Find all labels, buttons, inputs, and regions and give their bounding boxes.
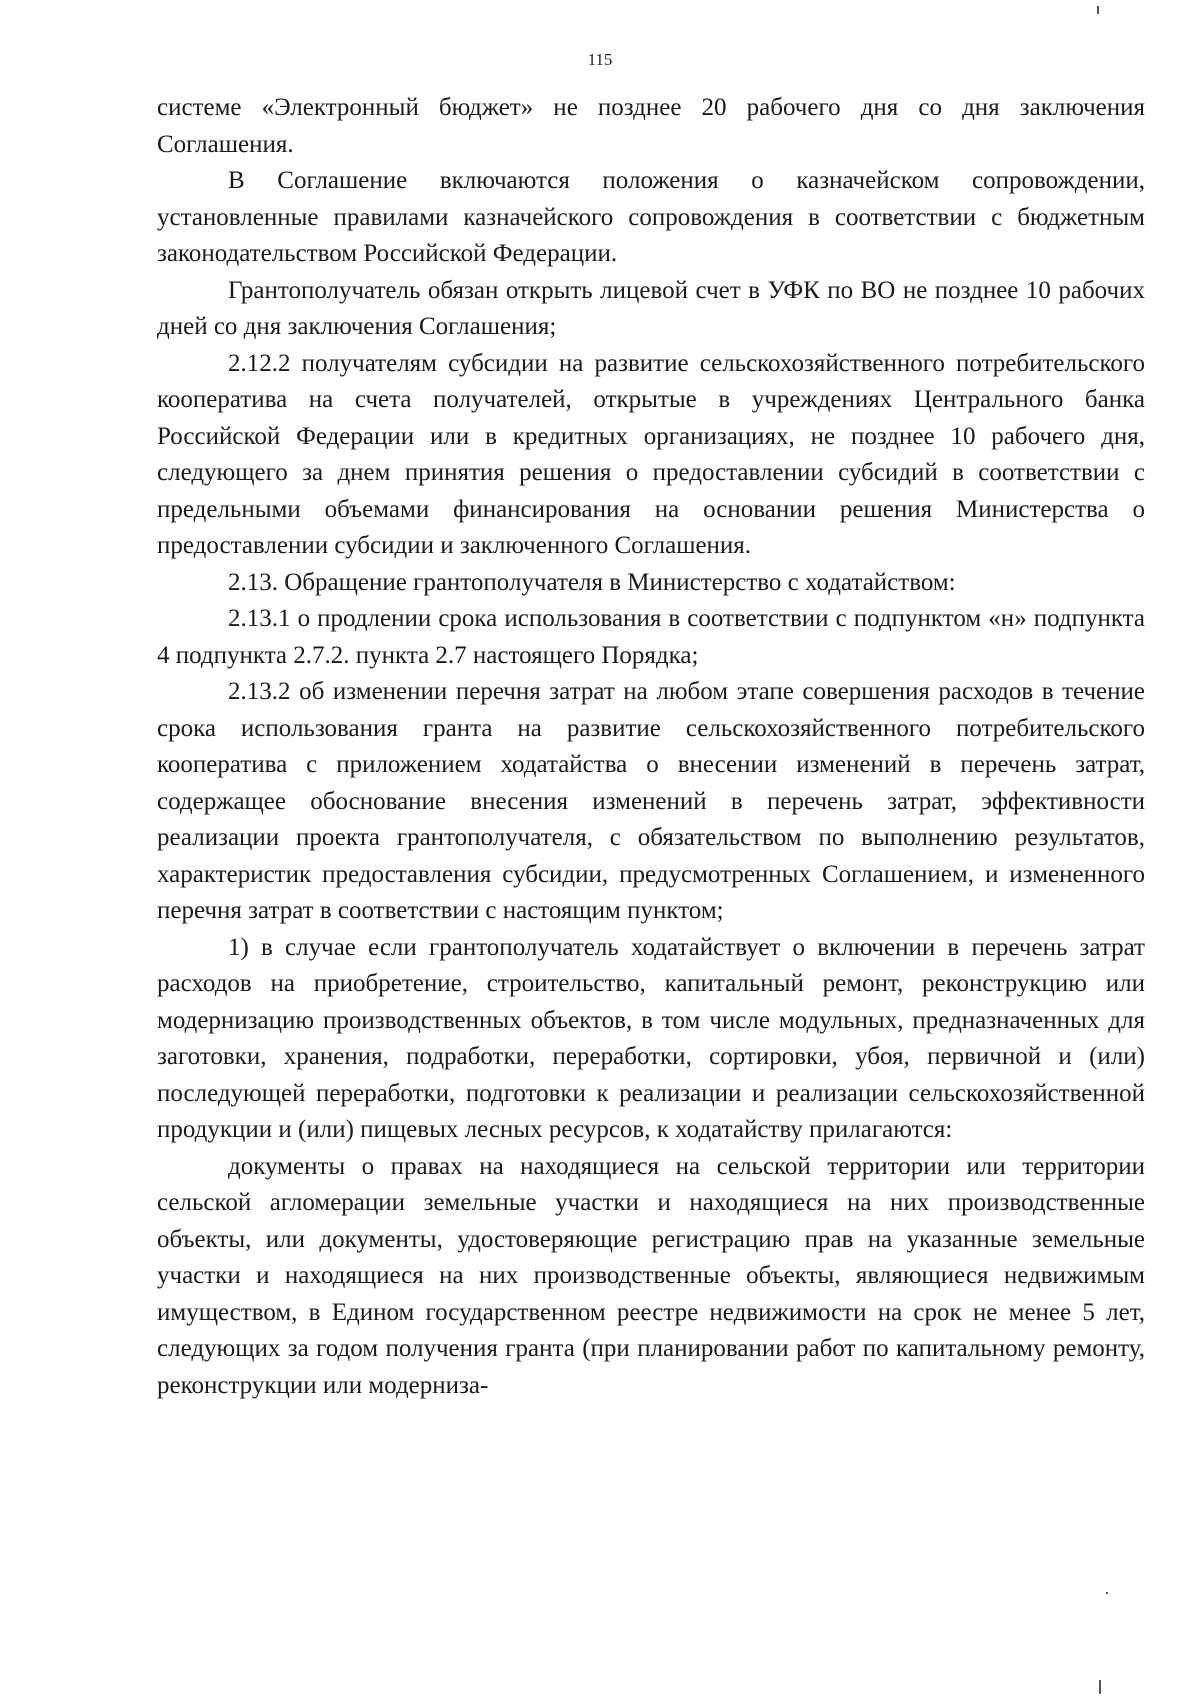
- paragraph: 2.12.2 получателям субсидии на развитие сельскохозяйственного потребительского кооператива на счета получателей, открытые в учреждениях Центрального банка Российской Федерации или в кредитных организациях, не позднее 10 рабочего дня, следующего за днем принятия решения о предоставлении субсидий в соответствии с предельными объемами финансирования на основании решения Министерства о предоставлении субсидии и заключенного Соглашения.: [157, 349, 1145, 559]
- page-number: 115: [587, 50, 613, 69]
- scan-speck: [1106, 1592, 1108, 1594]
- paragraph: документы о правах на находящиеся на сельской территории или территории сельской агломерации земельные участки и находящиеся на них производственные объекты, или документы, удостоверяющие регистрацию прав на указанные земельные участки и находящиеся на них производственные объекты, являющиеся недвижимым имуществом, в Едином государственном реестре недвижимости на срок не менее 5 лет, следующих за годом получения гранта (при планировании работ по капитальному ремонту, реконструкции или модерниза-: [157, 1152, 1145, 1399]
- paragraph: 1) в случае если грантополучатель ходатайствует о включении в перечень затрат расходов на приобретение, строительство, капитальный ремонт, реконструкцию или модернизацию производственных объектов, в том числе модульных, предназначенных для заготовки, хранения, подработки, переработки, сортировки, убоя, первичной и (или) последующей переработки, подготовки к реализации и реализации сельскохозяйственной продукции и (или) пищевых лесных ресурсов, к ходатайству прилагаются:: [157, 933, 1145, 1143]
- paragraph: 2.13. Обращение грантополучателя в Министерство с ходатайством:: [228, 568, 956, 596]
- paragraph: 2.13.1 о продлении срока использования в соответствии с подпунктом «н» подпункта 4 подпункта 2.7.2. пункта 2.7 настоящего Порядка;: [157, 605, 1145, 669]
- paragraph: 2.13.2 об изменении перечня затрат на любом этапе совершения расходов в течение срока использования гранта на развитие сельскохозяйственного потребительского кооператива с приложением ходатайства о внесении изменений в перечень затрат, содержащее обоснование внесения изменений в перечень затрат, эффективности реализации проекта грантополучателя, с обязательством по выполнению результатов, характеристик предоставления субсидии, предусмотренных Соглашением, и измененного перечня затрат в соответствии с настоящим пунктом;: [157, 678, 1145, 924]
- paragraph: В Соглашение включаются положения о казначейском сопровождении, установленные правилами казначейского сопровождения в соответствии с бюджетным законодательством Российской Федерации.: [157, 167, 1145, 267]
- scan-speck: [1099, 1680, 1101, 1694]
- paragraph: системе «Электронный бюджет» не позднее 20 рабочего дня со дня заключения Соглашения.: [157, 94, 1145, 158]
- paragraph: Грантополучатель обязан открыть лицевой счет в УФК по ВО не позднее 10 рабочих дней со дня заключения Соглашения;: [157, 276, 1145, 340]
- body-text: [157, 90, 1145, 1404]
- scan-speck: [1097, 6, 1099, 14]
